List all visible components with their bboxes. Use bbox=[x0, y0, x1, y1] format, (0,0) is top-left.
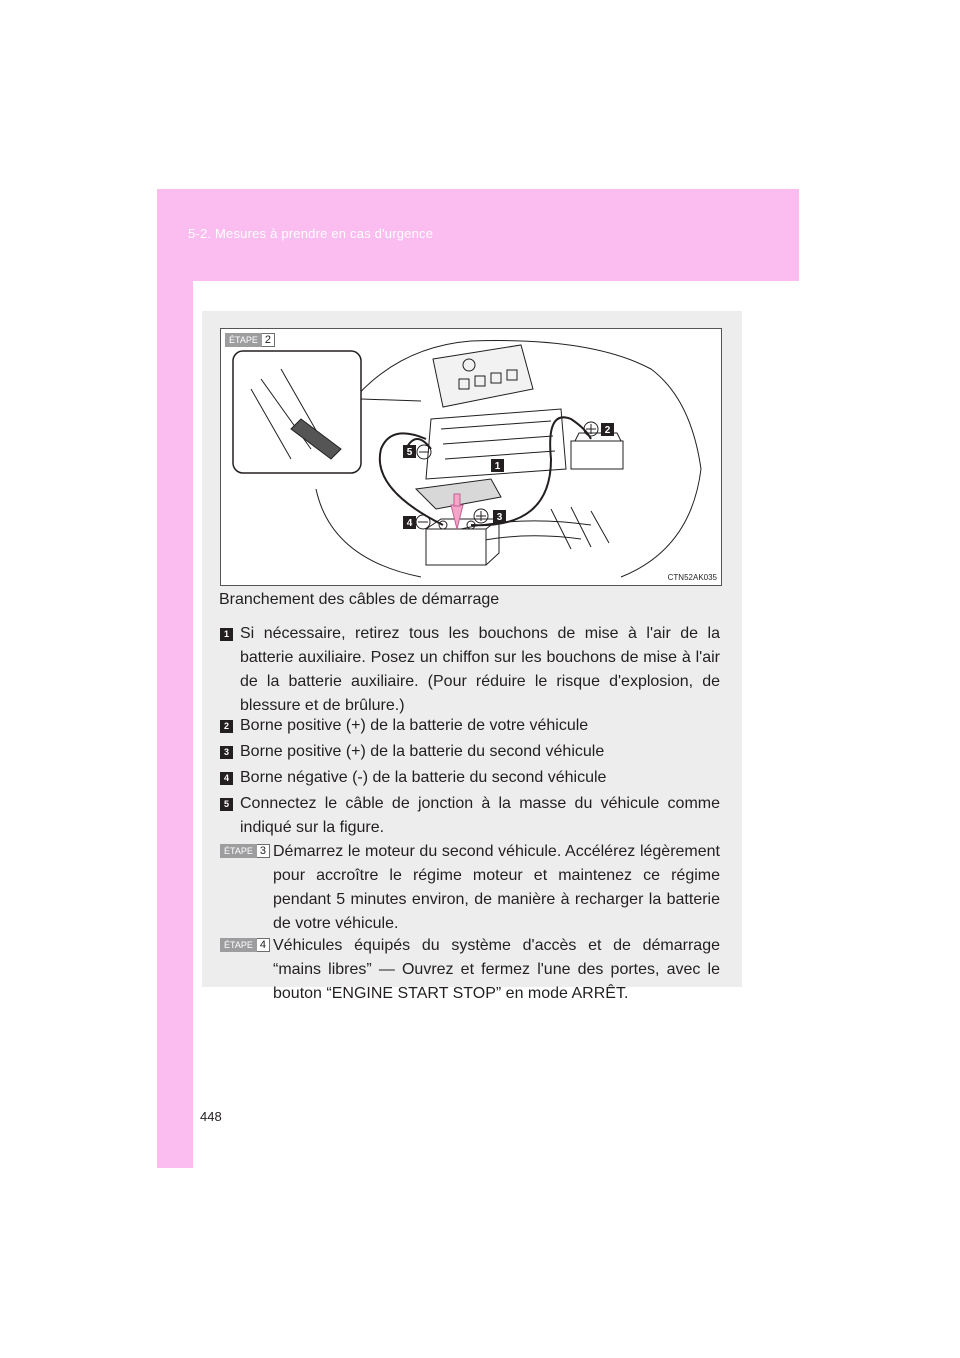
item-text: Borne positive (+) de la batterie de votre véhicule bbox=[240, 717, 589, 734]
item-marker-icon: 4 bbox=[220, 772, 233, 785]
step-number: 4 bbox=[257, 938, 270, 952]
item-marker-icon: 5 bbox=[220, 798, 233, 811]
item-text: Borne négative (-) de la batterie du second véhicule bbox=[240, 769, 607, 786]
step-number: 2 bbox=[262, 333, 275, 347]
step-label: ÉTAPE bbox=[225, 333, 262, 347]
item-marker-icon: 2 bbox=[220, 720, 233, 733]
item-text: Borne positive (+) de la batterie du second véhicule bbox=[240, 743, 605, 760]
section-title: 5-2. Mesures à prendre en cas d'urgence bbox=[188, 226, 434, 241]
side-color-band bbox=[157, 189, 193, 1168]
callout-4: 4 bbox=[406, 518, 413, 529]
item-marker-icon: 1 bbox=[220, 628, 233, 641]
figure-caption: Branchement des câbles de démarrage bbox=[219, 591, 500, 608]
step-4 bbox=[220, 934, 720, 1006]
step-label: ÉTAPE bbox=[220, 938, 257, 952]
list-item bbox=[220, 766, 720, 790]
list-item bbox=[220, 714, 720, 738]
item-marker-icon: 3 bbox=[220, 746, 233, 759]
step-3 bbox=[220, 840, 720, 936]
callout-5: 5 bbox=[406, 447, 413, 458]
figure-step-badge bbox=[225, 333, 275, 347]
step-badge bbox=[220, 844, 270, 858]
list-item bbox=[220, 792, 720, 840]
list-item bbox=[220, 622, 720, 718]
engine-bay-drawing bbox=[221, 329, 721, 585]
figure-code: CTN52AK035 bbox=[667, 573, 717, 582]
step-text: Démarrez le moteur du second véhicule. Accélérez légèrement pour accroître le régime moteur et maintenez ce régime pendant 5 minutes environ, de manière à recharger la batterie de votre véhicule. bbox=[273, 843, 720, 932]
step-number: 3 bbox=[257, 844, 270, 858]
callout-1: 1 bbox=[494, 461, 501, 472]
list-item bbox=[220, 740, 720, 764]
item-text: Si nécessaire, retirez tous les bouchons de mise à l'air de la batterie auxiliaire. Posez un chiffon sur les bouchons de mise à l'air de la batterie auxiliaire. (Pour réduire le risque d'explosion, de blessure et de brûlure.) bbox=[240, 625, 720, 714]
step-label: ÉTAPE bbox=[220, 844, 257, 858]
callout-3: 3 bbox=[496, 512, 503, 523]
item-text: Connectez le câble de jonction à la masse du véhicule comme indiqué sur la figure. bbox=[240, 795, 720, 836]
jump-start-illustration bbox=[220, 328, 722, 586]
page-number: 448 bbox=[200, 1109, 222, 1124]
step-text: Véhicules équipés du système d'accès et de démarrage “mains libres” — Ouvrez et fermez l'une des portes, avec le bouton “ENGINE START STOP” en mode ARRÊT. bbox=[273, 937, 720, 1002]
callout-2: 2 bbox=[604, 425, 611, 436]
step-badge bbox=[220, 938, 270, 952]
